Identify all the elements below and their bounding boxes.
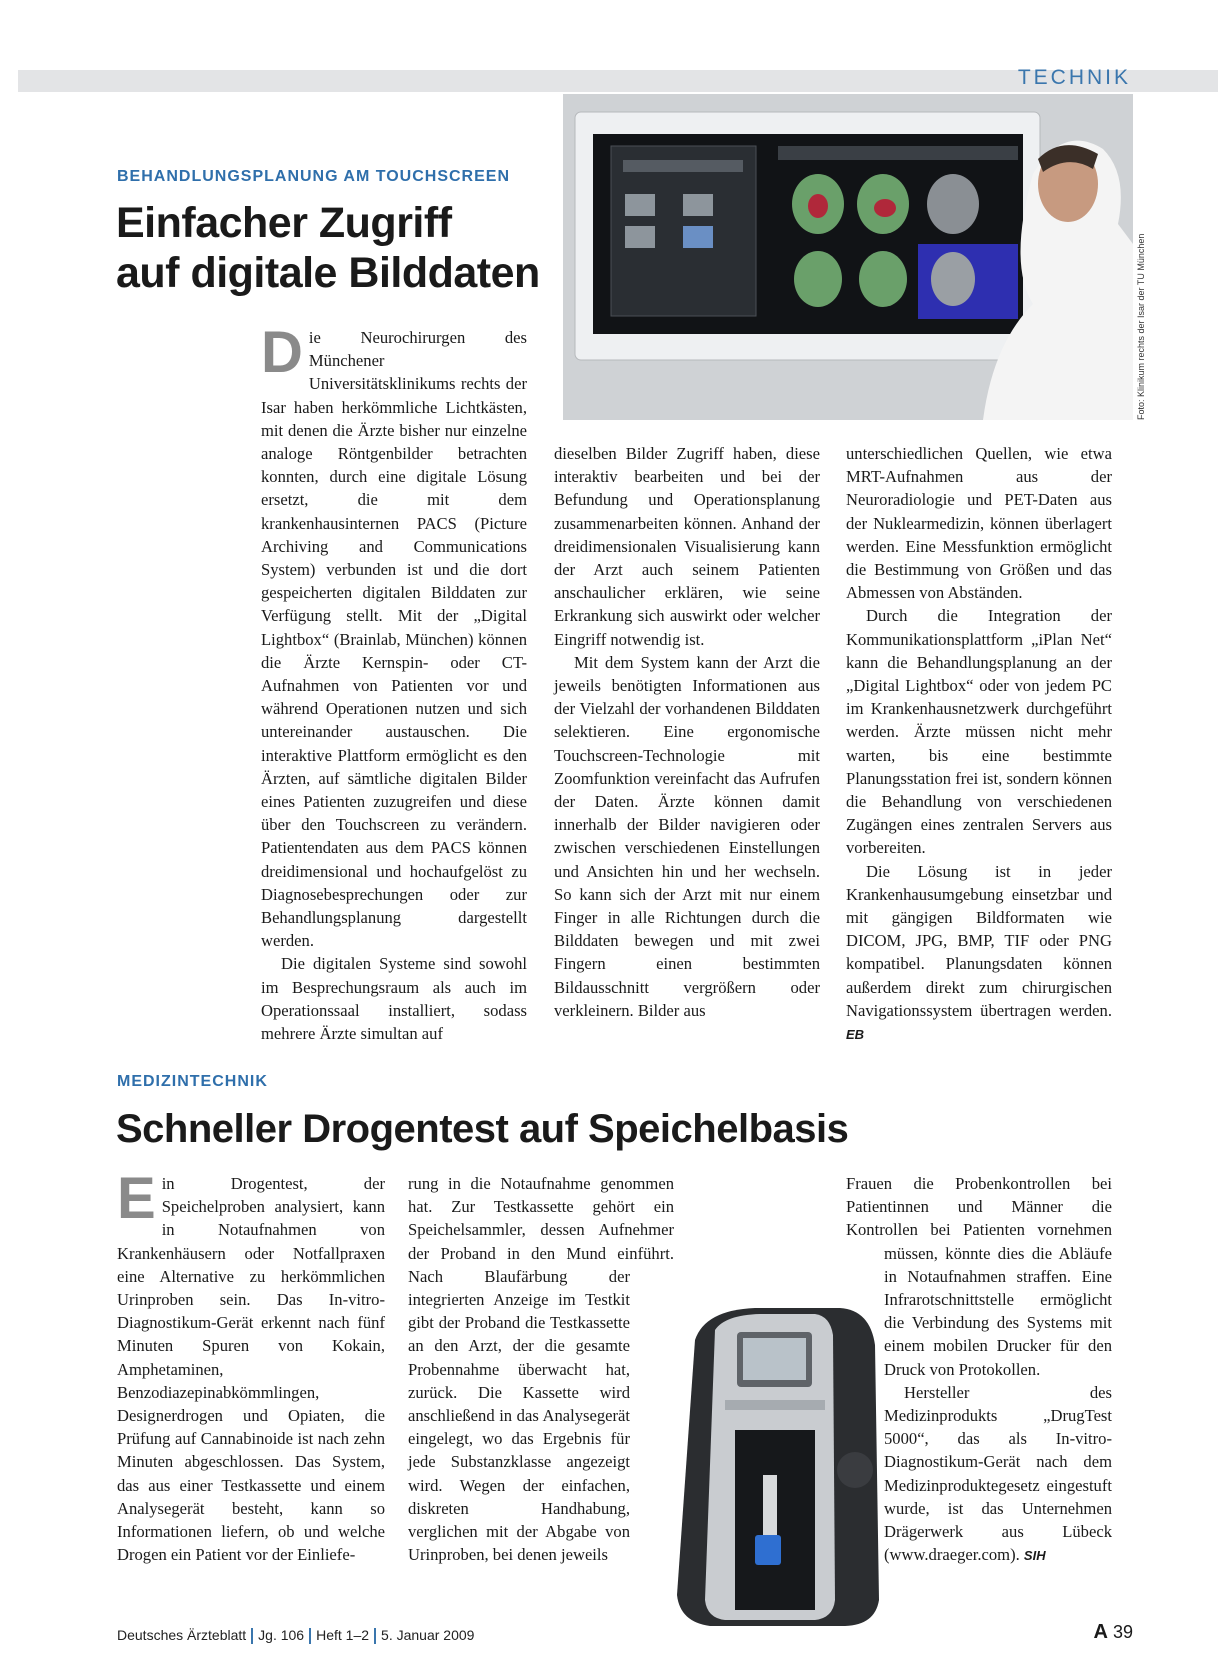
page-number (1094, 1621, 1134, 1644)
lightbox-photo (563, 94, 1133, 420)
article1-title-line2: auf digitale Bilddaten (116, 249, 540, 297)
article1-col3-paragraph1: unterschiedlichen Quellen, wie etwa MRT-Aufnahmen aus der Neuroradiologie und PET-Daten aus der Nuklearmedizin, können überlagert werden. Eine Messfunktion ermöglicht die Bestimmung von Größen und das Abmessen von Abständen. (846, 444, 1112, 603)
article1-col2-paragraph1: dieselben Bilder Zugriff haben, diese interaktiv bearbeiten und bei der Befundung und Operationsplanung zusammenarbeiten können. Anhand der dreidimensionalen Visualisierung kann der Arzt auch seinem Patienten anschaulicher erklären, wie seine Erkrankung sich auswirkt oder welcher Eingriff notwendig ist. (554, 444, 820, 649)
article2-dropcap: E (117, 1166, 156, 1231)
footer-issue: Heft 1–2 (316, 1627, 370, 1643)
article1-title-line1: Einfacher Zugriff (116, 199, 452, 247)
article2-kicker: MEDIZINTECHNIK (117, 1073, 268, 1090)
article1-col3-paragraph3 (846, 860, 1112, 1047)
article1-col2-paragraph2: Mit dem System kann der Arzt die jeweils benötigten Informationen aus der Vielzahl der vorhandenen Bilddaten selektieren. Eine ergonomische Touchscreen-Technologie mit Zoomfunktion vereinfacht das Aufrufen der Daten. Ärzte können damit innerhalb der Bilder navigieren oder zwischen verschiedenen Einstellungen und Ansichten hin und her wechseln. So kann sich der Arzt mit nur einem Finger in alle Richtungen durch die Bilddaten bewegen und mit zwei Fingern einen bestimmten Bildausschnitt vergrößern oder verkleinern. Bilder aus (554, 652, 820, 1020)
article1-signature: EB (846, 1027, 865, 1043)
article1-col1-paragraph1: ie Neurochirurgen des Münchener Universitätsklinikums rechts der Isar haben herkömmliche Lichtkästen, mit denen die Ärzte bisher nur einzelne analoge Röntgenbilder betrachten konnten, durch eine digitale Lösung ersetzt, die mit dem krankenhausinternen PACS (Picture Archiving and Communications System) verbunden ist und die dort gespeicherten digitalen Bilddaten zur Verfügung stellt. Mit der „Digital Lightbox“ (Brainlab, München) können die Ärzte Kernspin- oder CT-Aufnahmen von Patienten vor und während Operationen nutzen und sich untereinander austauschen. Die interaktive Plattform ermöglicht es den Ärzten, auf sämtliche digitalen Bilder eines Patienten zuzugreifen und diese über den Touchscreen zu verändern. Patientendaten aus dem PACS können dreidimensional und hochaufgelöst zu Diagnosebesprechungen oder zur Behandlungsplanung dargestellt werden. (261, 328, 527, 951)
page-prefix: A (1093, 1621, 1108, 1643)
article1-column1 (261, 320, 527, 1045)
article2-title: Schneller Drogentest auf Speichelbasis (116, 1107, 849, 1151)
article2-signature: SIH (1023, 1548, 1046, 1564)
footer-separator (374, 1628, 376, 1644)
article2-col3-paragraph1: Frauen die Probenkontrollen bei Patientinnen und Männer die Kontrollen bei Patienten vornehmen müssen, könnte dies die Abläufe in Notaufnahmen straffen. Eine Infrarotschnittstelle ermöglicht die Verbindung des Systems mit einem mobilen Drucker für den Druck von Protokollen. (846, 1174, 1112, 1379)
article1-col3-paragraph3-text: Die Lösung ist in jeder Krankenhausumgebung einsetzbar und mit gängigen Bildformaten wie DICOM, JPG, BMP, TIF oder PNG kompatibel. Planungsdaten können außerdem direkt zum chirurgischen Navigationssystem übertragen werden. (846, 861, 1112, 1020)
article1-column2 (554, 442, 820, 1022)
article2-col1-paragraph1: in Drogentest, der Speichelproben analysiert, kann in Notaufnahmen von Krankenhäusern oder Notfallpraxen eine Alternative zu herkömmlichen Urinproben sein. Das In-vitro-Diagnostikum-Gerät erkennt nach fünf Minuten Spuren von Kokain, Amphetaminen, Benzodiazepinabkömmlingen, Designerdrogen und Opiaten, die Prüfung auf Cannabinoide ist nach zehn Minuten abgeschlossen. Das System, das aus einer Testkassette und einem Analysegerät besteht, kann so Informationen liefern, ob und welche Drogen ein Patient vor der Einliefe- (117, 1174, 385, 1565)
article2-col3-paragraph2 (846, 1381, 1112, 1568)
footer (117, 1627, 474, 1644)
footer-volume: Jg. 106 (258, 1627, 305, 1643)
photo-credit: Foto: Klinikum rechts der Isar der TU München (1136, 233, 1146, 420)
article2-col3-paragraph2-text: Hersteller des Medizinprodukts „DrugTest 5000“, das als In-vitro-Diagnostikum-Gerät nach dem Medizinproduktegesetz eingestuft wurde, ist das Unternehmen Drägerwerk aus Lübeck (www.draeger.com). (884, 1382, 1112, 1565)
article2-column1 (117, 1166, 385, 1566)
page-number-value: 39 (1112, 1622, 1133, 1642)
article1-col3-paragraph2: Durch die Integration der Kommunikationsplattform „iPlan Net“ kann die Behandlungsplanung an der „Digital Lightbox“ oder von jedem PC im Krankenhausnetzwerk durchgeführt werden. Ärzte müssen nicht mehr warten, bis eine bestimmte Planungsstation frei ist, sondern können die Behandlung von verschiedenen Zugängen eines zentralen Servers aus vorbereiten. (846, 606, 1112, 858)
article1-column3 (846, 442, 1112, 1046)
article1-kicker: BEHANDLUNGSPLANUNG AM TOUCHSCREEN (117, 168, 511, 185)
article2-column2 (408, 1172, 674, 1566)
footer-separator (309, 1628, 311, 1644)
footer-journal: Deutsches Ärzteblatt (117, 1627, 247, 1643)
drugtest-device-photo (665, 1300, 885, 1630)
article2-col2-paragraph1: rung in die Notaufnahme genommen hat. Zur Testkassette gehört ein Speichelsammler, dessen Aufnehmer der Proband in den Mund einführt. Nach Blaufärbung der integrierten Anzeige im Testkit gibt der Proband die Testkassette an den Arzt, der die gesamte Probennahme überwacht hat, zurück. Die Kassette wird anschließend in das Analysegerät eingelegt, wo das Ergebnis für jede Substanzklasse angezeigt wird. Wegen der einfachen, diskreten Handhabung, verglichen mit der Abgabe von Urinproben, bei denen jeweils (408, 1174, 674, 1565)
footer-date: 5. Januar 2009 (381, 1627, 475, 1643)
article1-dropcap: D (261, 320, 303, 385)
lightbox-illustration (563, 94, 1133, 420)
drugtest-device-illustration (665, 1300, 885, 1630)
article1-col1-paragraph2: Die digitalen Systeme sind sowohl im Besprechungsraum als auch im Operationssaal installiert, sodass mehrere Ärzte simultan auf (261, 954, 527, 1044)
section-label: TECHNIK (1017, 66, 1131, 89)
article1-title (116, 198, 540, 298)
article2-column3 (846, 1172, 1112, 1624)
footer-separator (251, 1628, 253, 1644)
